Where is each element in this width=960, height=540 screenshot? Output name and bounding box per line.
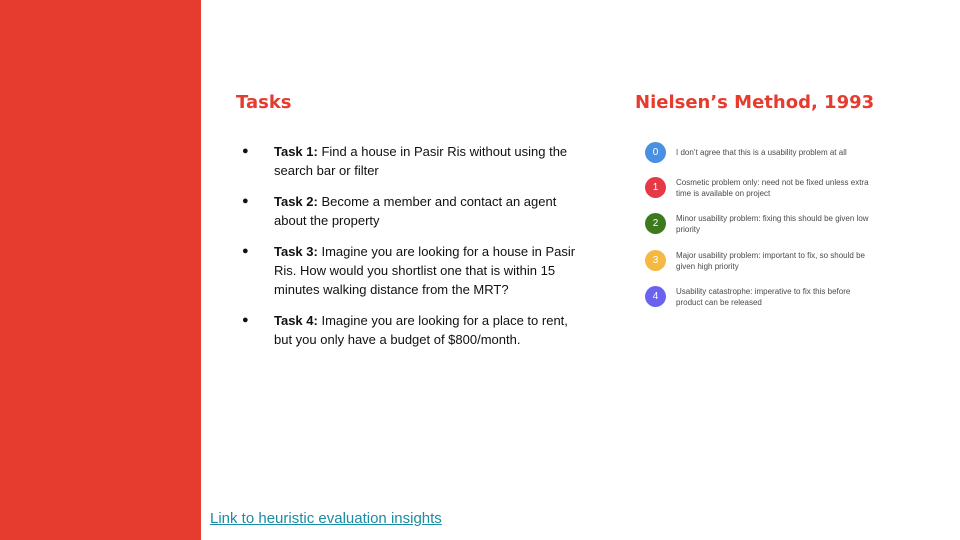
severity-row bbox=[645, 286, 895, 316]
severity-badge-1: 1 bbox=[645, 177, 666, 198]
bullet-icon: ● bbox=[242, 314, 249, 326]
heuristic-evaluation-link[interactable]: Link to heuristic evaluation insights bbox=[210, 510, 442, 527]
severity-description: Minor usability problem: fixing this should be given low priority bbox=[676, 214, 869, 234]
severity-row bbox=[645, 142, 895, 172]
tasks-heading: Tasks bbox=[236, 92, 292, 113]
task-text: Imagine you are looking for a place to rent, but you only have a budget of $800/month. bbox=[274, 313, 568, 347]
severity-description: Cosmetic problem only: need not be fixed unless extra time is available on project bbox=[676, 178, 869, 198]
nielsen-method-heading: Nielsen’s Method, 1993 bbox=[635, 92, 875, 113]
task-label: Task 1: bbox=[274, 144, 318, 159]
red-side-panel bbox=[0, 0, 201, 540]
severity-row bbox=[645, 250, 895, 280]
task-label: Task 4: bbox=[274, 313, 318, 328]
task-text: Imagine you are looking for a house in Pasir Ris. How would you shortlist one that is within 15 minutes walking distance from the MRT? bbox=[274, 244, 576, 297]
task-label: Task 3: bbox=[274, 244, 318, 259]
task-item bbox=[240, 142, 580, 180]
severity-badge-3: 3 bbox=[645, 250, 666, 271]
severity-badge-0: 0 bbox=[645, 142, 666, 163]
severity-description: I don’t agree that this is a usability problem at all bbox=[676, 148, 847, 157]
bullet-icon: ● bbox=[242, 145, 249, 157]
severity-description: Usability catastrophe: imperative to fix this before product can be released bbox=[676, 287, 851, 307]
severity-description: Major usability problem: important to fix, so should be given high priority bbox=[676, 251, 865, 271]
task-item bbox=[240, 192, 580, 230]
severity-badge-4: 4 bbox=[645, 286, 666, 307]
task-list bbox=[240, 142, 580, 361]
task-label: Task 2: bbox=[274, 194, 318, 209]
task-item bbox=[240, 311, 580, 349]
severity-row bbox=[645, 177, 895, 207]
severity-badge-2: 2 bbox=[645, 213, 666, 234]
task-item bbox=[240, 242, 580, 299]
task-text: Become a member and contact an agent about the property bbox=[274, 194, 557, 228]
task-text: Find a house in Pasir Ris without using the search bar or filter bbox=[274, 144, 568, 178]
bullet-icon: ● bbox=[242, 245, 249, 257]
bullet-icon: ● bbox=[242, 195, 249, 207]
severity-row bbox=[645, 213, 895, 243]
